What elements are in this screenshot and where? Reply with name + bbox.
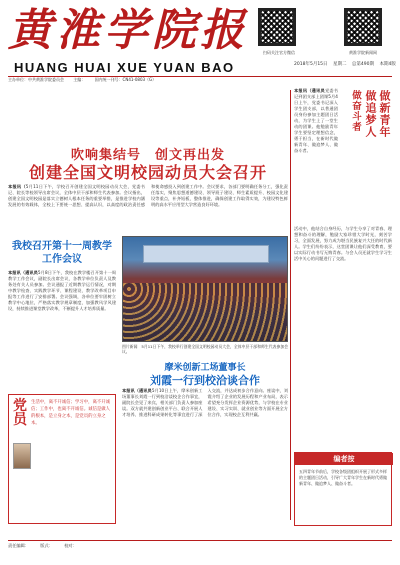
registration-number: 国内统一刊号：CN41-0803（G） <box>94 77 157 82</box>
masthead-logo <box>8 6 256 60</box>
right-body-bottom: 活动中，他结合自身经历，与学生分享了对青春、理想和奋斗的理解，勉励大家珍惜大学时光，刻苦学习，全面发展，努力成为堪当民族复兴大任的时代新人。学生们纷纷表示，这堂团课让他们深受教育，要以实际行动书写无悔青春。与会人员还就学生学习生活中关心的问题进行了交流。 <box>294 226 392 261</box>
footer-proofreader: 校对： <box>64 543 77 548</box>
lead-body <box>8 184 288 232</box>
issue-info <box>294 62 400 68</box>
qr-caption-left: 扫码关注官方微信 <box>263 50 295 55</box>
lead-headline: 创建全国文明校园动员大会召开 <box>28 163 267 182</box>
editor-in-chief: 主编： <box>73 77 86 82</box>
masthead-title: 黄淮学院报 <box>8 5 248 56</box>
lead-byline: 本报讯（ <box>8 184 26 189</box>
right-text-top: 5月4日上午，党委书记深入学生团支部，以普通团员身份参加主题团日活动，为学生上了一堂生动的团课。他勉励青年学生要坚定理想信念，勇于担当，在新时代做新青年、做追梦人、做奋斗者。 <box>294 94 338 153</box>
vertical-title-2: 做追梦人 <box>364 90 377 138</box>
vertical-headline <box>340 88 392 224</box>
footer-editor: 责任编辑： <box>8 543 29 548</box>
section-b-byline: 本报讯（通讯员 <box>122 388 152 393</box>
lead-kicker: 吹响集结号 创文再出发 <box>70 148 225 163</box>
right-column <box>294 88 392 528</box>
page-footer <box>8 540 392 550</box>
masthead <box>8 5 396 84</box>
section-b-kicker: 摩米创新工场董事长 <box>164 363 246 373</box>
right-byline: 本报讯（通讯员 <box>294 88 325 93</box>
section-a-headline: 我校召开第十一周教学工作会议 <box>12 241 112 265</box>
news-photo <box>122 236 288 342</box>
website-qr-code <box>344 8 382 46</box>
photo-audience <box>123 283 288 342</box>
issue-pages: 本期4版 <box>379 62 396 67</box>
lead-text: 5月11日下午，学校召开创建全国文明校园动员大会，党委书记、院长等校领导出席会议，全体中层干部和师生代表参加。会议指出，创建全国文明校园是落实立德树人根本任务的重要举措，是推进学校内涵发展的有效载体，全校上下要统一思想、提高认识，以高度的政治责任感和使命感投入到创建工作中。会议要求，各部门要明确任务分工，强化责任落实，聚焦思想道德建设、领导班子建设、师生素质提升、校园文化建设等重点，补齐短板，整体推进，确保创建工作取得实效，为建设特色鲜明的高水平应用型大学营造良好环境。 <box>8 184 288 207</box>
publisher-bar <box>8 76 392 82</box>
section-b-text: 5月10日上午，摩米创新工场董事长刘霞一行到校洽谈校企合作事宜，副院长会见了来宾，相关部门负责人参加座谈。双方就共建创新创业平台、联合开展人才培养、推进科研成果转化等事宜进行了深入交流，并达成初步合作意向。座谈中，刘霞介绍了企业的发展历程和产业布局，表示希望充分发挥企业资源优势，与学校在专业建设、实习实训、就业创业等方面开展全方位合作，实现校企互利共赢。 <box>122 388 288 417</box>
issue-number: 总第490期 <box>351 62 375 67</box>
right-body-top <box>294 88 338 224</box>
wechat-qr-code <box>258 8 296 46</box>
vertical-title-1: 做新青年 <box>378 90 391 138</box>
quote-text: 生活中，离不开诚信；学习中，离不开诚信；工作中，也离不开诚信。诚信是做人的根本，是立身之本，是党员的立身之本。 <box>31 400 111 426</box>
photo-caption: 图片新闻 5月11日下午，我校举行创建全国文明校园动员大会，全体中层干部和师生代表参加会议。 <box>122 344 288 354</box>
quote-box <box>8 394 116 524</box>
section-a-text: 5月8日下午，我校在教学楼召开第十一周教学工作会议，副院长出席会议，各教学单位负责人及教务处有关人员参加。会议通报了近期教学运行情况，对期中教学检查、实践教学环节、课程建设、教学改革项目申报等工作进行了安排部署。会议强调，各单位要牢固树立教学中心地位，严格落实教学规章制度，加强教风学风建设，持续推进课堂教学改革，不断提升人才培养质量。 <box>8 270 116 311</box>
masthead-pinyin: HUANG HUAI XUE YUAN BAO <box>14 60 235 75</box>
issue-weekday: 星期二 <box>332 62 347 67</box>
photo-stage <box>143 245 269 263</box>
section-a-body <box>8 270 116 390</box>
section-b-headline: 刘霞一行到校洽谈合作 <box>150 374 260 387</box>
quote-label: 党员 <box>13 398 27 428</box>
issue-date: 2018年5月15日 <box>294 62 328 67</box>
vertical-title-3: 做奋斗者 <box>350 90 361 132</box>
section-b-body <box>122 388 288 524</box>
main-area <box>8 88 288 528</box>
right-subtitle: 党委书记到团支部上团课 <box>294 88 338 99</box>
editor-note-body: 五四青年节前后，学校各级团组织开展了形式多样的主题团日活动，引导广大青年学生在新时代勇做新青年、做追梦人、做奋斗者。 <box>299 469 387 486</box>
qr-caption-right: 黄淮学院新闻网 <box>349 50 377 55</box>
footer-layout: 版式： <box>40 543 53 548</box>
editor-note-box <box>294 452 392 526</box>
editor-note-title: 编者按 <box>295 453 393 465</box>
publisher: 主办单位：中共黄淮学院委员会 <box>8 77 64 82</box>
section-a-byline: 本报讯（通讯员 <box>8 270 38 275</box>
portrait-photo <box>13 443 31 469</box>
column-divider <box>290 90 291 520</box>
